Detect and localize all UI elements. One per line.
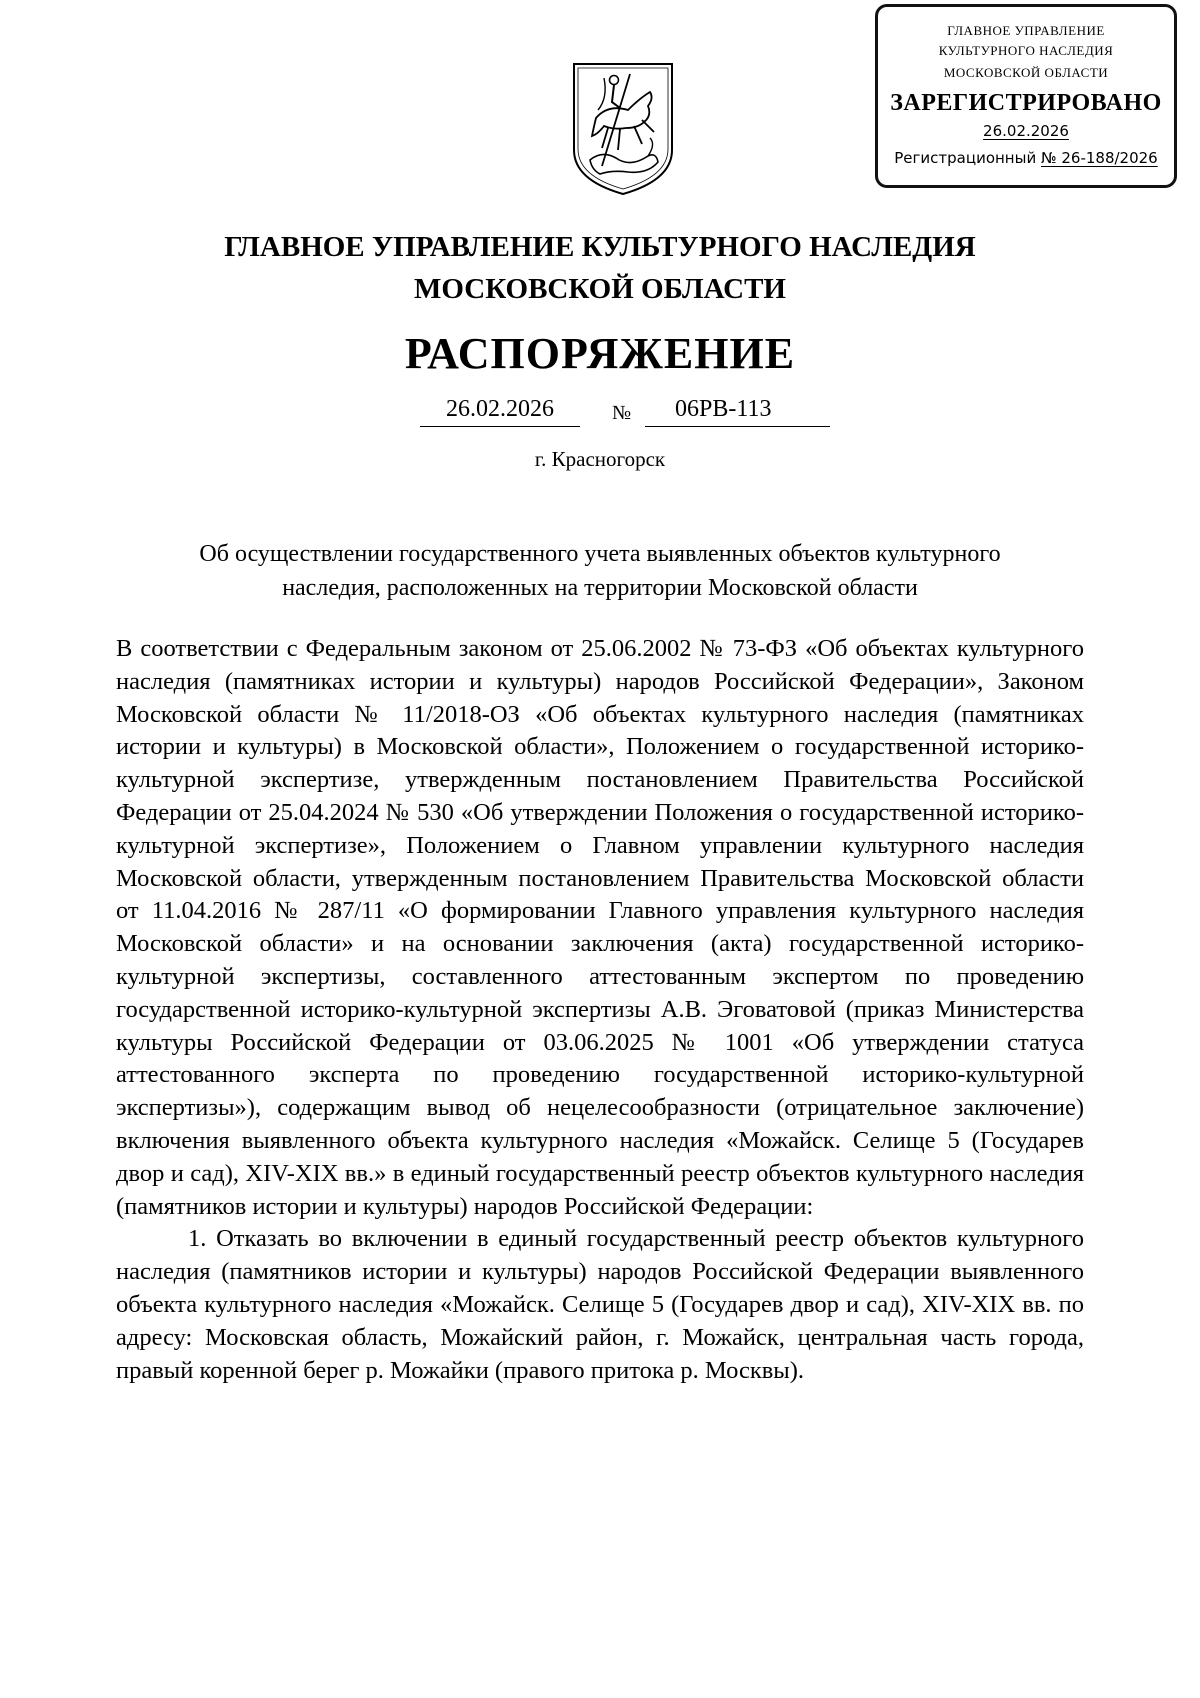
coat-of-arms-icon <box>568 58 678 198</box>
number-sign: № <box>612 402 632 424</box>
document-number: 06РВ-113 <box>645 392 830 427</box>
document-date: 26.02.2026 <box>420 392 580 427</box>
registration-stamp <box>875 4 1177 188</box>
document-body <box>116 633 1084 1387</box>
organization-title-line: МОСКОВСКОЙ ОБЛАСТИ <box>413 273 786 305</box>
stamp-org-line: КУЛЬТУРНОГО НАСЛЕДИЯ <box>938 43 1114 58</box>
document-type: РАСПОРЯЖЕНИЕ <box>404 329 796 378</box>
stamp-org-line: МОСКОВСКОЙ ОБЛАСТИ <box>943 65 1109 80</box>
preamble-paragraph: В соответствии с Федеральным законом от 25.06.2002 № 73-ФЗ «Об объектах культурного наследия (памятниках истории и культуры) народов Российской Федерации», Законом Московской области № 11/2018-ОЗ «Об объектах культурного наследия (памятниках истории и культуры) в Московской области», Положением о государственной историко-культурной экспертизе, утвержденным постановлением Правительства Российской Федерации от 25.04.2024 № 530 «Об утверждении Положения о государственной историко-культурной экспертизе», Положением о Главном управлении культурного наследия Московской области, утвержденным постановлением Правительства Московской области от 11.04.2016 № 287/11 «О формировании Главного управления культурного наследия Московской области» и на основании заключения (акта) государственной историко-культурной экспертизы, составленного аттестованным экспертом по проведению государственной историко-культурной экспертизы А.В. Эговатовой (приказ Министерства культуры Российской Федерации от 03.06.2025 № 1001 «Об утверждении статуса аттестованного эксперта по проведению государственной историко-культурной экспертизы»), содержащим вывод об нецелесообразности (отрицательное заключение) включения выявленного объекта культурного наследия «Можайск. Селище 5 (Государев двор и сад), XIV-XIX вв.» в единый государственный реестр объектов культурного наследия (памятников истории и культуры) народов Российской Федерации: <box>116 635 1084 1220</box>
stamp-org-line: ГЛАВНОЕ УПРАВЛЕНИЕ <box>947 23 1105 38</box>
stamp-reg-number: № 26-188/2026 <box>1041 149 1158 167</box>
date-number-line <box>420 392 830 428</box>
stamp-status: ЗАРЕГИСТРИРОВАНО <box>890 90 1162 116</box>
organization-title <box>100 226 1100 310</box>
document-city: г. Красногорск <box>534 447 666 471</box>
stamp-date: 26.02.2026 <box>983 122 1069 140</box>
order-item-1: 1. Отказать во включении в единый государственный реестр объектов культурного наследия (памятников истории и культуры) народов Российской Федерации выявленного объекта культурного наследия «Можайск. Селище 5 (Государев двор и сад), XIV-XIX вв. по адресу: Московская область, Можайский район, г. Можайск, центральная часть города, правый коренной берег р. Можайки (правого притока р. Москвы). <box>116 1225 1084 1384</box>
stamp-reg-label: Регистрационный <box>894 149 1037 167</box>
stamp-reg-number-line <box>878 143 1174 173</box>
subject-line: Об осуществлении государственного учета выявленных объектов культурного <box>199 541 1001 567</box>
organization-title-line: ГЛАВНОЕ УПРАВЛЕНИЕ КУЛЬТУРНОГО НАСЛЕДИЯ <box>224 231 976 263</box>
document-subject <box>100 537 1100 605</box>
subject-line: наследия, расположенных на территории Московской области <box>282 575 918 601</box>
